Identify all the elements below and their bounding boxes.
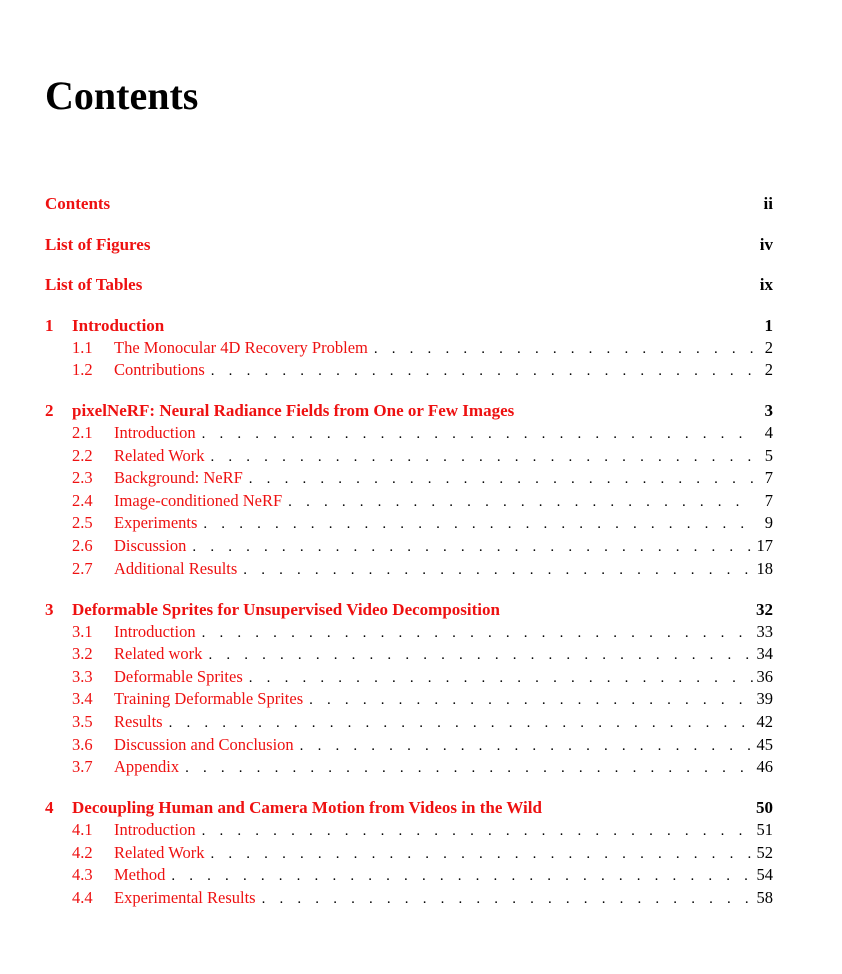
dot-leader	[256, 888, 753, 911]
toc-section-entry[interactable]	[45, 490, 773, 513]
section-title[interactable]: Additional Results	[114, 558, 238, 578]
toc-page-number: 51	[756, 820, 773, 840]
toc-section-entry[interactable]	[45, 842, 773, 865]
section-number: 2.5	[72, 513, 93, 533]
toc-section-entry[interactable]	[45, 359, 773, 382]
toc-chapter-entry[interactable]	[45, 598, 773, 621]
section-number: 2.2	[72, 445, 93, 465]
section-title[interactable]: Deformable Sprites	[114, 666, 243, 686]
section-number: 3.2	[72, 644, 93, 664]
chapter-group	[45, 796, 773, 909]
toc-section-entry[interactable]	[45, 558, 773, 581]
dot-leader	[202, 644, 753, 667]
section-title[interactable]: The Monocular 4D Recovery Problem	[114, 337, 368, 357]
section-number: 1.1	[72, 337, 93, 357]
section-number: 2.1	[72, 423, 93, 443]
toc-page-number: 46	[756, 757, 773, 777]
toc-entry-contents[interactable]	[45, 192, 773, 216]
toc-section-entry[interactable]	[45, 819, 773, 842]
toc-page-number: 7	[764, 490, 773, 510]
section-number: 3.7	[72, 757, 93, 777]
section-title[interactable]: Introduction	[114, 621, 196, 641]
dot-leader	[303, 689, 753, 712]
chapter-group	[45, 314, 773, 382]
section-number: 3.5	[72, 712, 93, 731]
chapter-title[interactable]: Decoupling Human and Camera Motion from Videos in the Wild	[72, 798, 542, 818]
section-title[interactable]: Related Work	[114, 445, 205, 465]
toc-page-number: iv	[759, 234, 773, 254]
section-title[interactable]: Introduction	[114, 820, 196, 840]
chapter-number: 1	[45, 315, 54, 335]
dot-leader	[197, 513, 753, 536]
dot-leader	[368, 338, 753, 361]
toc-page-number: 9	[764, 513, 773, 533]
section-title[interactable]: Method	[114, 865, 166, 885]
toc-page-number: 34	[756, 644, 773, 664]
toc-page-number: 1	[764, 315, 773, 335]
toc-page-number: 5	[764, 445, 773, 465]
section-number: 3.1	[72, 621, 93, 641]
toc-page-number: ix	[759, 275, 773, 294]
toc-page-number: 3	[764, 401, 773, 421]
toc-section-entry[interactable]	[45, 666, 773, 689]
page-title: Contents	[45, 73, 199, 118]
toc-entry-title[interactable]: List of Figures	[45, 234, 151, 254]
toc-entry-title[interactable]: List of Tables	[45, 275, 143, 294]
dot-leader	[237, 559, 753, 582]
toc-section-entry[interactable]	[45, 621, 773, 644]
section-number: 2.6	[72, 536, 93, 556]
section-title[interactable]: Contributions	[114, 360, 205, 380]
toc-page-number: ii	[763, 194, 773, 213]
toc-section-entry[interactable]	[45, 445, 773, 468]
section-title[interactable]: Image-conditioned NeRF	[114, 490, 283, 510]
toc-page-number: 45	[756, 734, 773, 754]
toc-section-entry[interactable]	[45, 337, 773, 360]
dot-leader	[179, 757, 753, 780]
section-number: 3.6	[72, 734, 93, 754]
section-number: 4.3	[72, 865, 93, 885]
toc-section-entry[interactable]	[45, 711, 773, 734]
toc-chapter-entry[interactable]	[45, 796, 773, 819]
toc-section-entry[interactable]	[45, 756, 773, 779]
toc-chapter-entry[interactable]	[45, 399, 773, 422]
dot-leader	[165, 865, 753, 888]
section-title[interactable]: Appendix	[114, 757, 180, 777]
toc-page-number: 50	[756, 798, 773, 818]
dot-leader	[196, 622, 753, 645]
toc-page-number: 2	[764, 360, 773, 380]
table-of-contents	[45, 192, 773, 910]
section-title[interactable]: Experiments	[114, 513, 198, 533]
toc-section-entry[interactable]	[45, 864, 773, 887]
section-number: 1.2	[72, 360, 93, 380]
dot-leader	[196, 423, 753, 446]
section-number: 4.4	[72, 887, 93, 907]
section-number: 3.4	[72, 689, 93, 709]
chapter-title[interactable]: pixelNeRF: Neural Radiance Fields from One or Few Images	[72, 401, 515, 421]
toc-page-number: 33	[756, 621, 773, 641]
toc-page-number: 39	[756, 689, 773, 709]
toc-page-number: 4	[764, 423, 773, 443]
dot-leader	[243, 468, 753, 491]
toc-page-number: 42	[756, 712, 773, 731]
section-title[interactable]: Background: NeRF	[114, 468, 243, 488]
chapter-group	[45, 399, 773, 580]
toc-section-entry[interactable]	[45, 734, 773, 757]
toc-section-entry[interactable]	[45, 643, 773, 666]
toc-chapter-entry[interactable]	[45, 314, 773, 337]
toc-page-number: 18	[756, 558, 773, 578]
section-title[interactable]: Results	[114, 712, 163, 731]
section-title[interactable]: Related Work	[114, 842, 205, 862]
toc-page-number: 36	[756, 666, 773, 686]
toc-page-number: 2	[764, 337, 773, 357]
section-title[interactable]: Related work	[114, 644, 203, 664]
section-number: 3.3	[72, 666, 93, 686]
dot-leader	[163, 712, 753, 735]
toc-page-number: 52	[756, 842, 773, 862]
section-number: 4.2	[72, 842, 93, 862]
dot-leader	[243, 667, 753, 690]
dot-leader	[205, 360, 753, 383]
dot-leader	[282, 491, 753, 514]
toc-page-number: 58	[756, 887, 773, 907]
toc-entry-list-of-tables[interactable]	[45, 273, 773, 297]
dot-leader	[196, 820, 753, 843]
section-number: 4.1	[72, 820, 93, 840]
toc-page-number: 54	[756, 865, 773, 885]
dot-leader	[186, 536, 753, 559]
toc-section-entry[interactable]	[45, 467, 773, 490]
toc-section-entry[interactable]	[45, 688, 773, 711]
chapter-number: 3	[45, 599, 54, 619]
dot-leader	[204, 446, 753, 469]
section-title[interactable]: Training Deformable Sprites	[114, 689, 304, 709]
chapter-title[interactable]: Deformable Sprites for Unsupervised Video Decomposition	[72, 599, 500, 619]
toc-section-entry[interactable]	[45, 422, 773, 445]
dot-leader	[204, 843, 753, 866]
chapter-group	[45, 598, 773, 779]
toc-entry-list-of-figures[interactable]	[45, 233, 773, 257]
chapter-number: 2	[45, 401, 54, 421]
toc-page-number: 17	[756, 536, 773, 556]
section-title[interactable]: Introduction	[114, 423, 196, 443]
toc-section-entry[interactable]	[45, 887, 773, 910]
section-number: 2.3	[72, 468, 93, 488]
toc-page-number: 32	[756, 599, 773, 619]
toc-page-number: 7	[764, 468, 773, 488]
section-title[interactable]: Experimental Results	[114, 887, 256, 907]
chapter-title[interactable]: Introduction	[72, 315, 165, 335]
dot-leader	[294, 735, 753, 758]
section-number: 2.7	[72, 558, 93, 578]
chapter-number: 4	[45, 798, 54, 818]
toc-section-entry[interactable]	[45, 535, 773, 558]
toc-section-entry[interactable]	[45, 512, 773, 535]
section-number: 2.4	[72, 490, 93, 510]
section-title[interactable]: Discussion	[114, 536, 187, 556]
toc-entry-title[interactable]: Contents	[45, 194, 111, 213]
section-title[interactable]: Discussion and Conclusion	[114, 734, 294, 754]
